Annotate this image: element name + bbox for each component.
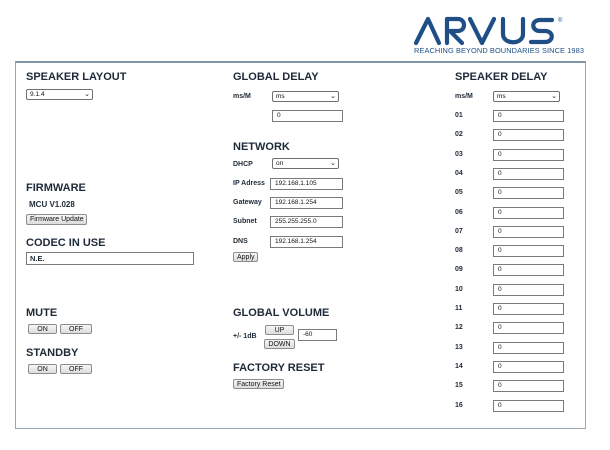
codec-title: CODEC IN USE (26, 237, 106, 249)
speaker-delay-channel-label: 08 (455, 247, 463, 255)
speaker-delay-channel-input[interactable]: 0 (493, 322, 564, 334)
chevron-down-icon: ⌄ (330, 160, 336, 167)
global-volume-title: GLOBAL VOLUME (233, 307, 330, 319)
firmware-update-button[interactable]: Firmware Update (26, 214, 87, 225)
standby-on-button[interactable]: ON (28, 364, 57, 374)
dhcp-select[interactable] (272, 158, 339, 169)
speaker-delay-channel-input[interactable]: 0 (493, 284, 564, 296)
speaker-delay-channel-input[interactable]: 0 (493, 149, 564, 161)
factory-reset-title: FACTORY RESET (233, 362, 325, 374)
speaker-delay-channel-label: 05 (455, 189, 463, 197)
volume-up-button[interactable]: UP (265, 325, 294, 335)
speaker-delay-channel-label: 14 (455, 362, 463, 370)
standby-title: STANDBY (26, 347, 79, 359)
ip-address-label: IP Adress (233, 180, 265, 187)
brand-logo (412, 14, 585, 58)
chevron-down-icon: ⌄ (84, 91, 90, 98)
speaker-delay-channel-input[interactable]: 0 (493, 380, 564, 392)
arvus-logo-icon (412, 14, 572, 46)
dhcp-selected: on (276, 160, 284, 167)
network-title: NETWORK (233, 141, 290, 153)
speaker-delay-channel-label: 10 (455, 285, 463, 293)
speaker-delay-channel-label: 07 (455, 227, 463, 235)
dns-label: DNS (233, 238, 248, 245)
speaker-delay-channel-label: 13 (455, 343, 463, 351)
speaker-delay-channel-input[interactable]: 0 (493, 226, 564, 238)
speaker-delay-channel-input[interactable]: 0 (493, 207, 564, 219)
firmware-title: FIRMWARE (26, 182, 86, 194)
speaker-layout-selected: 9.1.4 (30, 91, 45, 98)
gateway-input[interactable]: 192.168.1.254 (270, 197, 343, 209)
volume-value-input[interactable]: -60 (298, 329, 337, 341)
gateway-label: Gateway (233, 199, 262, 206)
standby-off-button[interactable]: OFF (60, 364, 92, 374)
speaker-delay-unit-selected: ms (497, 93, 506, 100)
factory-reset-button[interactable]: Factory Reset (233, 379, 284, 389)
speaker-delay-channel-input[interactable]: 0 (493, 400, 564, 412)
speaker-delay-channel-label: 02 (455, 131, 463, 139)
speaker-delay-title: SPEAKER DELAY (455, 71, 548, 83)
speaker-delay-channel-input[interactable]: 0 (493, 342, 564, 354)
global-delay-unit-label: ms/M (233, 93, 251, 100)
codec-field: N.E. (26, 252, 194, 265)
speaker-delay-channel-input[interactable]: 0 (493, 303, 564, 315)
speaker-delay-channel-input[interactable]: 0 (493, 168, 564, 180)
chevron-down-icon: ⌄ (551, 93, 557, 100)
speaker-layout-select[interactable] (26, 89, 93, 100)
registered-mark: ® (558, 18, 563, 24)
speaker-delay-unit-select[interactable] (493, 91, 560, 102)
network-apply-button[interactable]: Apply (233, 252, 258, 262)
speaker-delay-channel-input[interactable]: 0 (493, 361, 564, 373)
volume-down-button[interactable]: DOWN (264, 339, 295, 349)
speaker-layout-title: SPEAKER LAYOUT (26, 71, 127, 83)
speaker-delay-unit-label: ms/M (455, 93, 473, 100)
global-delay-unit-selected: ms (276, 93, 285, 100)
global-delay-unit-select[interactable] (272, 91, 339, 102)
speaker-delay-channel-label: 16 (455, 401, 463, 409)
volume-step-label: +/- 1dB (233, 333, 257, 340)
speaker-delay-channel-input[interactable]: 0 (493, 245, 564, 257)
speaker-delay-channel-label: 11 (455, 305, 463, 312)
subnet-input[interactable]: 255.255.255.0 (270, 216, 343, 228)
speaker-delay-channel-label: 09 (455, 266, 463, 274)
dhcp-label: DHCP (233, 161, 253, 168)
speaker-delay-channel-label: 01 (455, 112, 463, 119)
speaker-delay-channel-label: 12 (455, 324, 463, 332)
mute-off-button[interactable]: OFF (60, 324, 92, 334)
dns-input[interactable]: 192.168.1.254 (270, 236, 343, 248)
speaker-delay-channel-label: 03 (455, 150, 463, 158)
speaker-delay-channel-label: 15 (455, 382, 463, 390)
ip-address-input[interactable]: 192.168.1.105 (270, 178, 343, 190)
speaker-delay-channel-input[interactable]: 0 (493, 264, 564, 276)
mute-on-button[interactable]: ON (28, 324, 57, 334)
global-delay-input[interactable]: 0 (272, 110, 343, 122)
firmware-version: MCU V1.028 (29, 200, 75, 209)
global-delay-title: GLOBAL DELAY (233, 71, 319, 83)
mute-title: MUTE (26, 307, 58, 319)
speaker-delay-channel-label: 04 (455, 169, 463, 177)
brand-tagline: REACHING BEYOND BOUNDARIES SINCE 1983 (414, 46, 585, 55)
speaker-delay-channel-label: 06 (455, 208, 463, 216)
speaker-delay-channel-input[interactable]: 0 (493, 129, 564, 141)
speaker-delay-channel-input[interactable]: 0 (493, 187, 564, 199)
chevron-down-icon: ⌄ (330, 93, 336, 100)
speaker-delay-channel-input[interactable]: 0 (493, 110, 564, 122)
subnet-label: Subnet (233, 218, 257, 225)
